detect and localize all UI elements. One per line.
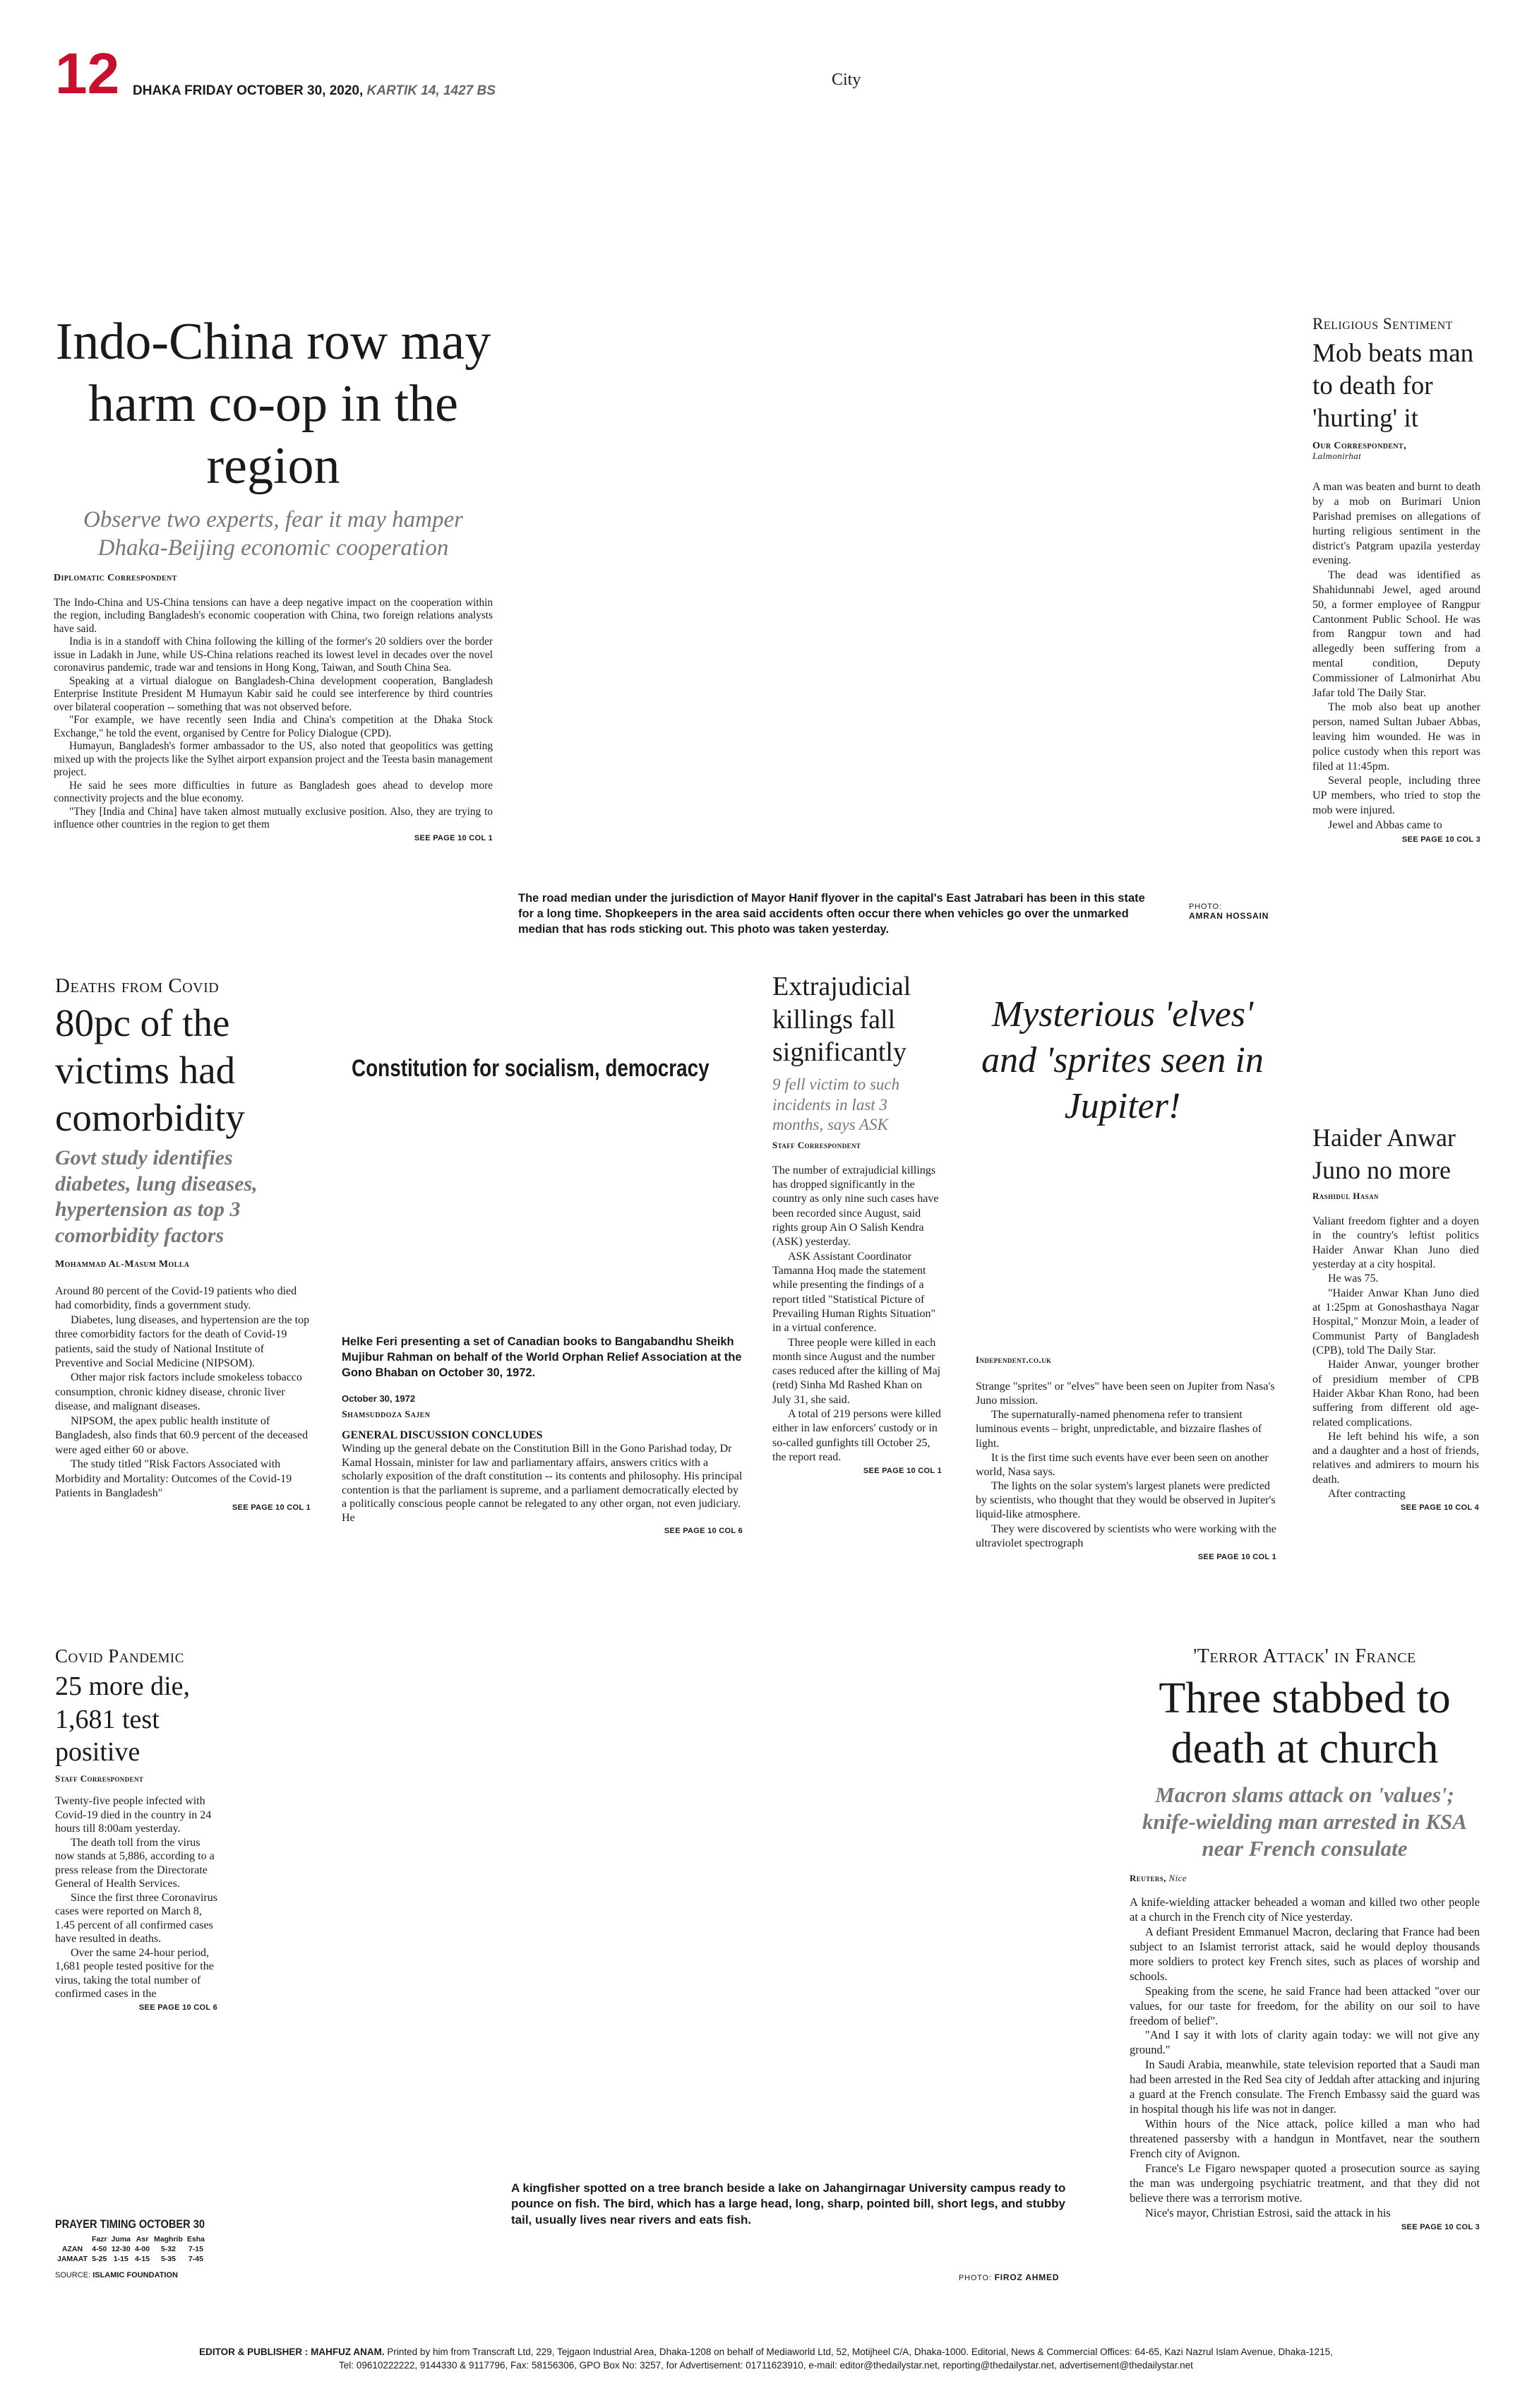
prayer-row-label: AZAN <box>61 2245 83 2253</box>
prayer-time: 4-50 <box>92 2245 107 2253</box>
article-mob <box>1312 315 1480 844</box>
headline: Extrajudicial killings fall significantly <box>772 972 911 1068</box>
prayer-row <box>55 2254 207 2264</box>
byline: Staff Correspondent <box>55 1773 144 1784</box>
prayer-table <box>55 2234 207 2264</box>
headline: Indo-China row may harm co-op in the region <box>55 313 491 496</box>
paragraph: Jewel and Abbas came to <box>1328 818 1442 831</box>
deck: Observe two experts, fear it may hamper Dhaka-Beijing economic cooperation <box>83 507 463 561</box>
article-covid-pandemic <box>55 1645 217 2012</box>
road-photo-credit <box>1189 902 1288 921</box>
jupiter-headline: Mysterious 'elves' and 'sprites seen in Jupiter! <box>981 994 1264 1126</box>
prayer-time: 5-25 <box>92 2255 107 2263</box>
article-covid-deaths <box>55 974 311 1512</box>
imprint-line-2: Tel: 09610222222, 9144330 & 9117796, Fax: 58156306, GPO Box No: 3257, for Advertisement: 01711623910, e-mail: editor@thedailystar.net, reporting@thedailystar.net, advertisement@thedailystar.net <box>339 2359 1193 2371</box>
dateline-bangla: KARTIK 14, 1427 BS <box>366 83 496 98</box>
byline <box>1130 1873 1480 1884</box>
paragraph: ASK Assistant Coordinator Tamanna Hoq made the statement while presenting the findings of a report titled "Statistical Picture of Prevailing Human Rights Situation" in a virtual conference. <box>772 1250 935 1335</box>
continued-link[interactable]: SEE PAGE 10 COL 1 <box>232 1503 311 1512</box>
headline: Three stabbed to death at church <box>1159 1674 1451 1773</box>
paragraph: The dead was identified as Shahidunnabi Jewel, aged around 50, a former employee of Rangpur Cantonment Public School. He was from Rangpur town and had allegedly been suffering from a mental condition, Deputy Commissioner of Lalmonirhat Abu Jafar told The Daily Star. <box>1312 569 1480 699</box>
prayer-time: 12-30 <box>111 2245 131 2253</box>
paragraph: In Saudi Arabia, meanwhile, state television reported that a Saudi man had been arrested in the Red Sea city of Jeddah after attacking and injuring a guard at the French consulate. The French Embassy said the guard was in hospital though his life was not in danger. <box>1130 2058 1480 2116</box>
article-church <box>1130 1645 1480 2231</box>
credit-label: PHOTO: <box>1189 902 1222 911</box>
byline: Independent.co.uk <box>976 1354 1052 1365</box>
paragraph: Humayun, Bangladesh's former ambassador to the US, also noted that geopolitics was getting mixed up with the projects like the Sylhet airport expansion project and the Teesta basin management project. <box>54 740 493 779</box>
paragraph: Speaking from the scene, he said France had been attacked "over our values, for our taste for freedom, for the ability on our soil to have freedom of belief". <box>1130 1984 1480 2027</box>
paragraph: The death toll from the virus now stands at 5,886, according to a press release from the Directorate General of Health Services. <box>55 1836 215 1890</box>
paragraph: He left behind his wife, a son and a daughter and a host of friends, relatives and admirers to mourn his death. <box>1312 1430 1479 1486</box>
credit-name: FIROZ AHMED <box>994 2272 1060 2282</box>
paragraph: He said he sees more difficulties in future as Bangladesh goes ahead to develop more connectivity projects and the blue economy. <box>54 779 493 805</box>
continued-link[interactable]: SEE PAGE 10 COL 3 <box>1401 2222 1480 2231</box>
paragraph: Around 80 percent of the Covid-19 patients who died had comorbidity, finds a government study. <box>55 1285 297 1312</box>
constitution-headline: Constitution for socialism, democracy <box>352 1055 710 1082</box>
prayer-time: 4-15 <box>135 2255 150 2263</box>
imprint-line-1 <box>85 2346 1447 2359</box>
byline-name: Reuters, <box>1130 1872 1166 1883</box>
prayer-column-header: Juma <box>111 2235 131 2243</box>
paragraph: It is the first time such events have ever been seen on another world, Nasa says. <box>976 1451 1269 1478</box>
paragraph: Speaking at a virtual dialogue on Bangladesh-China development cooperation, Bangladesh Enterprise Institute President M Humayun Kabir said he could see interference by third countries over bilateral cooperation -- something that was not observed before. <box>54 674 493 713</box>
article-body <box>1312 1215 1479 1501</box>
article-date: October 30, 1972 <box>342 1393 416 1405</box>
paragraph: India is in a standoff with China following the killing of the former's 20 soldiers over the border issue in Ladakh in June, while US-China relations reached its lowest level in decades over the novel coronavirus pandemic, trade war and tensions in Hong Kong, Taiwan, and South China Sea. <box>54 636 493 674</box>
paragraph: "Haider Anwar Khan Juno died at 1:25pm at Gonoshasthaya Nagar Hospital," Monzur Moin, a leader of Communist Party of Bangladesh (CPB), told The Daily Star. <box>1312 1287 1479 1357</box>
road-photo-caption: The road median under the jurisdiction of Mayor Hanif flyover in the capital's East Jatrabari has been in this state for a long time. Shopkeepers in the area said accidents often occur there when vehicles go over the unmarked median that has rods sticking out. This photo was taken yesterday. <box>518 892 1145 936</box>
continued-link[interactable]: SEE PAGE 10 COL 1 <box>863 1467 942 1476</box>
article-body <box>54 597 493 832</box>
section-name: City <box>832 71 861 89</box>
imprint-address: Printed by him from Transcraft Ltd, 229, Tejgaon Industrial Area, Dhaka-1208 on behalf of Mediaworld Ltd, 52, Motijheel C/A, Dhaka-1000. Editorial, News & Commercial Offices: 64-65, Kazi Nazrul Islam Avenue, Dhaka-1215, <box>387 2347 1333 2357</box>
subhead: GENERAL DISCUSSION CONCLUDES <box>342 1429 543 1442</box>
paragraph: They were discovered by scientists who were working with the ultraviolet spectrograph <box>976 1522 1276 1549</box>
prayer-column-header: Asr <box>136 2235 149 2243</box>
paragraph: The supernaturally-named phenomena refer to transient luminous events – bright, unpredictable, and bizzaire flashes of light. <box>976 1409 1262 1450</box>
kicker: 'Terror Attack' in France <box>1193 1645 1416 1667</box>
paragraph: The Indo-China and US-China tensions can have a deep negative impact on the cooperation within the region, including Bangladesh's economic cooperation with China, two foreign relations analysts have said. <box>54 596 493 635</box>
source-name: ISLAMIC FOUNDATION <box>92 2271 178 2279</box>
kicker: Religious Sentiment <box>1312 315 1453 333</box>
byline-name: Our Correspondent, <box>1312 440 1406 451</box>
paragraph: A knife-wielding attacker beheaded a woman and killed two other people at a church in the French city of Nice yesterday. <box>1130 1895 1480 1924</box>
prayer-time: 4-00 <box>135 2245 150 2253</box>
credit-name: AMRAN HOSSAIN <box>1189 911 1269 921</box>
prayer-timing <box>55 2217 232 2279</box>
prayer-header-row <box>55 2234 207 2244</box>
photo-caption: Helke Feri presenting a set of Canadian books to Bangabandhu Sheikh Mujibur Rahman on behalf of the World Orphan Relief Association at the Gono Bhaban on October 30, 1972. <box>342 1335 742 1379</box>
prayer-column-header: Fazr <box>91 2235 107 2243</box>
headline: 80pc of the victims had comorbidity <box>55 1001 245 1140</box>
byline: Diplomatic Correspondent <box>54 572 177 583</box>
prayer-column-header: Esha <box>186 2235 205 2243</box>
prayer-source <box>55 2271 232 2279</box>
prayer-row-label: JAMAAT <box>57 2255 88 2263</box>
paragraph: A defiant President Emmanuel Macron, declaring that France had been subject to an Islamist terrorist attack, said he would deploy thousands more soldiers to protect key French sites, such as places of worship and schools. <box>1130 1924 1480 1983</box>
prayer-time: 5-32 <box>160 2245 176 2253</box>
prayer-column-header: Maghrib <box>154 2235 183 2243</box>
kicker: Covid Pandemic <box>55 1645 184 1667</box>
byline: Mohammad Al-Masum Molla <box>55 1258 190 1270</box>
continued-link[interactable]: SEE PAGE 10 COL 3 <box>1401 835 1480 844</box>
paragraph: Over the same 24-hour period, 1,681 people tested positive for the virus, taking the total number of confirmed cases in the <box>55 1946 214 2001</box>
editor-publisher: EDITOR & PUBLISHER : MAHFUZ ANAM. <box>199 2347 385 2357</box>
paragraph: "For example, we have recently seen India and China's competition at the Dhaka Stock Exchange," he told the event, organised by Centre for Policy Dialogue (CPD). <box>54 714 493 739</box>
byline-place: Nice <box>1168 1872 1187 1883</box>
paragraph: Nice's mayor, Christian Estrosi, said the attack in his <box>1145 2205 1391 2219</box>
deck: Govt study identifies diabetes, lung diseases, hypertension as top 3 comorbidity factors <box>55 1146 258 1248</box>
paragraph: A total of 219 persons were killed either in law enforcers' custody or in so-called gunfights till October 25, the report read. <box>772 1408 941 1463</box>
kingfisher-credit <box>959 2272 1059 2282</box>
article-body <box>772 1164 942 1465</box>
page-number: 12 <box>55 42 120 106</box>
headline: Haider Anwar Juno no more <box>1312 1123 1456 1185</box>
kingfisher-caption: A kingfisher spotted on a tree branch beside a lake on Jahangirnagar University campus ready to pounce on fish. The bird, which has a large head, long, sharp, pointed bill, short legs, and stubby tail, usually lives near rivers and eats fish. <box>511 2181 1066 2227</box>
article-body <box>976 1380 1276 1551</box>
paragraph: Several people, including three UP members, who tried to stop the mob were injured. <box>1312 775 1480 816</box>
continued-link[interactable]: SEE PAGE 10 COL 6 <box>664 1527 743 1536</box>
imprint-footer <box>85 2346 1447 2373</box>
paragraph: Other major risk factors include smokeless tobacco consumption, chronic kidney disease, chronic liver disease, and malignant diseases. <box>55 1371 302 1413</box>
article-constitution <box>342 1335 743 1535</box>
paragraph: The lights on the solar system's largest planets were predicted by scientists, who thought that they would be observed in Jupiter's liquid-like atmosphere. <box>976 1480 1276 1521</box>
paragraph: "They [India and China] have taken almost mutually exclusive position. Also, they are trying to influence other countries in the region to get them <box>54 805 493 831</box>
paragraph: Valiant freedom fighter and a doyen in the country's leftist politics Haider Anwar Khan Juno died yesterday at a city hospital. <box>1312 1215 1479 1271</box>
article-body <box>1312 480 1480 833</box>
byline: Rashidul Hasan <box>1312 1191 1379 1202</box>
article-indo-china <box>54 311 493 842</box>
paragraph: He was 75. <box>1328 1272 1379 1285</box>
paragraph: The mob also beat up another person, named Sultan Jubaer Abbas, leaving him wounded. He was in police custody when this report was filed at 11:45pm. <box>1312 701 1480 773</box>
article-jupiter <box>976 1354 1276 1561</box>
continued-link[interactable]: SEE PAGE 10 COL 1 <box>1197 1552 1276 1561</box>
paragraph: Diabetes, lung diseases, and hypertension are the top three comorbidity factors for the death of Covid-19 patients, said the study of National Institute of Preventive and Social Medicine (NIPSOM). <box>55 1313 310 1369</box>
prayer-time: 5-35 <box>160 2255 176 2263</box>
paragraph: After contracting <box>1328 1488 1406 1501</box>
paragraph: Haider Anwar, younger brother of presidium member of CPB Haider Akbar Khan Rono, had been suffering from different old age-related complications. <box>1312 1359 1479 1429</box>
paragraph: "And I say it with lots of clarity again today: we will not give any ground." <box>1130 2028 1480 2057</box>
paragraph: France's Le Figaro newspaper quoted a prosecution source as saying the man was undergoing psychiatric treatment, and that they did not believe there was a terrorism motive. <box>1130 2162 1480 2205</box>
source-label: SOURCE: <box>55 2271 91 2279</box>
continued-link[interactable]: SEE PAGE 10 COL 6 <box>138 2003 217 2012</box>
paragraph: The number of extrajudicial killings has dropped significantly in the country as only nine such cases have been recorded since August, said rights group Ain O Salish Kendra (ASK) yesterday. <box>772 1164 939 1248</box>
deck: 9 fell victim to such incidents in last 3 months, says ASK <box>772 1075 900 1134</box>
article-extrajudicial <box>772 970 942 1475</box>
prayer-column-header <box>55 2234 90 2244</box>
prayer-time: 7-45 <box>188 2255 203 2263</box>
prayer-title: PRAYER TIMING OCTOBER 30 <box>55 2217 205 2231</box>
paragraph: Three people were killed in each month since August and the number cases reduced after the killing of Maj (retd) Sinha Md Rashed Khan on July 31, she said. <box>772 1336 941 1406</box>
byline <box>1312 441 1480 463</box>
article-body <box>1130 1895 1480 2221</box>
prayer-time: 1-15 <box>113 2255 128 2263</box>
paragraph: NIPSOM, the apex public health institute of Bangladesh, also finds that 60.9 percent of the deceased were aged either 60 or above. <box>55 1414 309 1456</box>
article-body <box>55 1285 311 1501</box>
byline: Shamsuddoza Sajen <box>342 1409 431 1421</box>
dateline <box>133 83 496 99</box>
prayer-time: 7-15 <box>188 2245 203 2253</box>
paragraph: Winding up the general debate on the Constitution Bill in the Gono Parishad today, Dr Kamal Hossain, minister for law and parliamentary affairs, answers critics with a scholarly exposition of the draft constitution -- its contents and philosophy. His principal contention is that the parliament is supreme, and a parliament democratically elected by a politically conscious people cannot be relegated to any other organ, not even judiciary. He <box>342 1443 743 1524</box>
headline: Mob beats man to death for 'hurting' it <box>1312 339 1474 433</box>
continued-link[interactable]: SEE PAGE 10 COL 4 <box>1400 1503 1479 1513</box>
paragraph: Twenty-five people infected with Covid-19 died in the country in 24 hours till 8:00am yesterday. <box>55 1795 212 1835</box>
article-body <box>342 1442 743 1525</box>
article-body <box>55 1794 217 2001</box>
article-haider <box>1312 1121 1479 1512</box>
paragraph: Within hours of the Nice attack, police killed a man who had threatened passersby with a handgun in Montfavet, near the southern French city of Avignon. <box>1130 2117 1480 2161</box>
kicker: Deaths from Covid <box>55 974 220 997</box>
byline-place: Lalmonirhat <box>1312 451 1362 462</box>
paragraph: Since the first three Coronavirus cases were reported on March 8, 1.45 percent of all confirmed cases have resulted in deaths. <box>55 1891 217 1945</box>
paragraph: The study titled "Risk Factors Associated with Morbidity and Mortality: Outcomes of the Covid-19 Patients in Bangladesh" <box>55 1458 292 1500</box>
deck: Macron slams attack on 'values'; knife-wielding man arrested in KSA near French consulate <box>1142 1782 1467 1861</box>
continued-link[interactable]: SEE PAGE 10 COL 1 <box>414 833 493 842</box>
paragraph: Strange "sprites" or "elves" have been seen on Jupiter from Nasa's Juno mission. <box>976 1381 1275 1407</box>
paragraph: A man was beaten and burnt to death by a mob on Burimari Union Parishad premises on allegations of hurting religious sentiment in the district's Patgram upazila yesterday evening. <box>1312 481 1480 567</box>
byline: Staff Correspondent <box>772 1139 861 1150</box>
headline: 25 more die, 1,681 test positive <box>55 1671 191 1768</box>
dateline-date: DHAKA FRIDAY OCTOBER 30, 2020, <box>133 83 364 98</box>
prayer-row <box>55 2244 207 2254</box>
credit-label: PHOTO: <box>959 2274 992 2282</box>
